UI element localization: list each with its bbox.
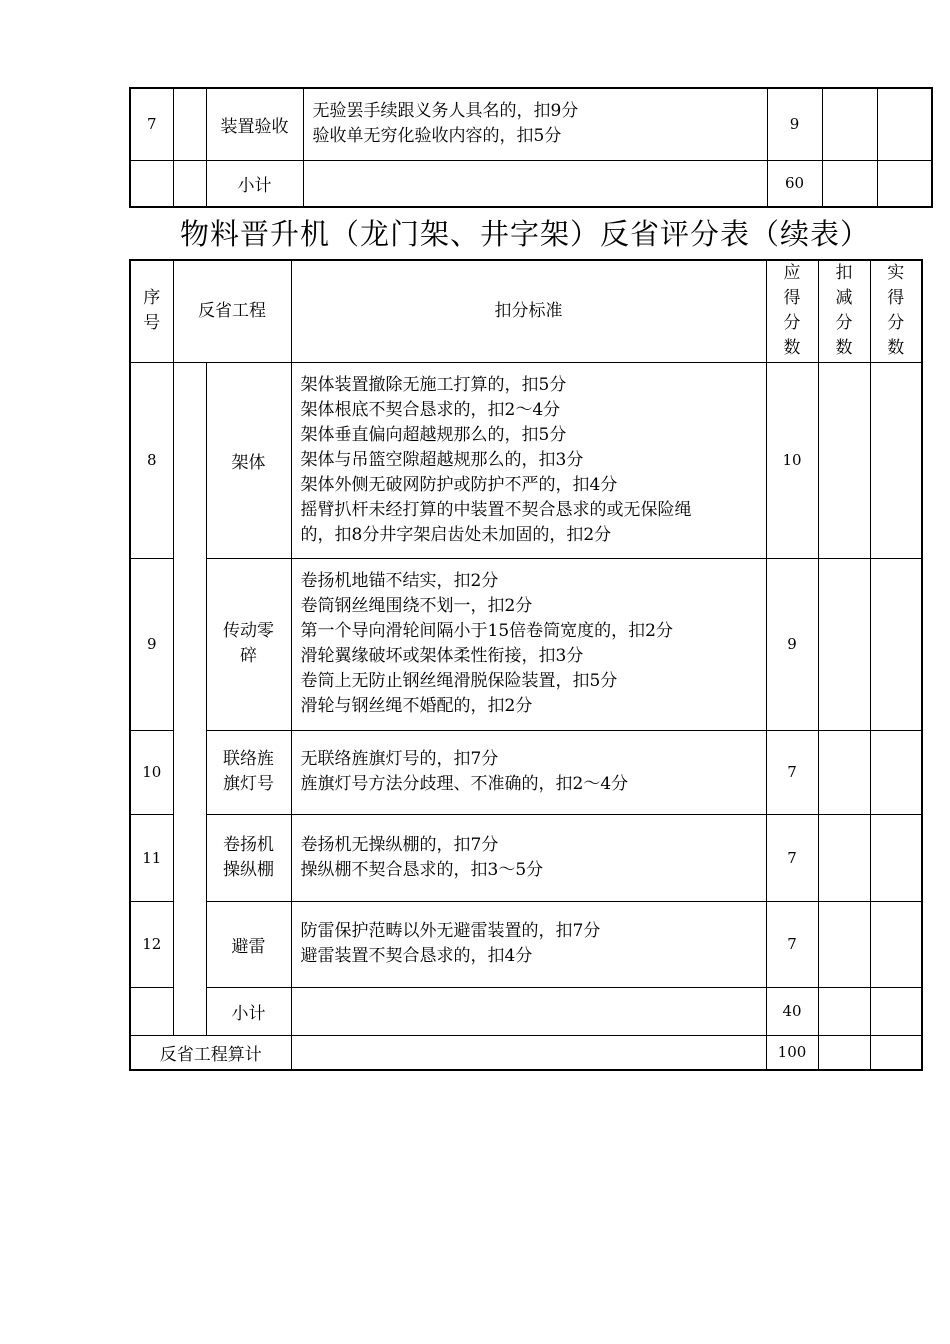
item-name-line: 旗灯号 (223, 774, 274, 794)
criteria-line: 第一个导向滑轮间隔小于15倍卷筒宽度的，扣2分 (300, 621, 673, 641)
due-score: 9 (766, 558, 818, 730)
deduct-score-cell (818, 814, 870, 901)
criteria-line: 架体装置撤除无施工打算的，扣5分 (300, 374, 567, 395)
subtotal-label: 小计 (206, 987, 291, 1035)
actual-score-cell (877, 160, 932, 207)
header-char: 数 (835, 338, 853, 359)
blank-cell (173, 160, 206, 207)
header-char: 分 (783, 313, 801, 334)
subtotal-score: 60 (767, 160, 822, 207)
row-number: 10 (130, 730, 173, 814)
header-number (130, 260, 173, 362)
header-item: 反省工程 (173, 260, 291, 362)
header-actual-score (870, 260, 922, 362)
item-name (206, 730, 291, 814)
blank-cell (130, 987, 173, 1035)
criteria-line: 滑轮翼缘破坏或架体柔性衔接，扣3分 (300, 646, 584, 666)
actual-score-cell (870, 558, 922, 730)
table-row (130, 160, 932, 207)
blank-cell (130, 160, 173, 207)
header-criteria: 扣分标准 (291, 260, 766, 362)
actual-score-cell (870, 987, 922, 1035)
item-name-line: 碎 (240, 646, 257, 666)
criteria-line: 避雷装置不契合恳求的，扣4分 (300, 946, 533, 966)
item-name-line: 传动零 (223, 621, 274, 641)
criteria-line: 架体与吊篮空隙超越规那么的，扣3分 (300, 449, 584, 470)
criteria-line: 卷扬机地锚不结实，扣2分 (300, 571, 499, 591)
deduct-score-cell (822, 160, 877, 207)
item-name (206, 901, 291, 987)
criteria-line: 架体根底不契合恳求的，扣2～4分 (300, 399, 561, 420)
actual-score-cell (870, 362, 922, 558)
header-char: 号 (143, 313, 161, 334)
criteria-cell (291, 558, 766, 730)
criteria-line: 卷筒钢丝绳围绕不划一，扣2分 (300, 596, 533, 616)
criteria-cell (291, 814, 766, 901)
total-score: 100 (766, 1035, 818, 1070)
header-row (130, 260, 922, 362)
deduct-score-cell (818, 1035, 870, 1070)
blank-cell (173, 88, 206, 160)
header-char: 实 (887, 263, 905, 284)
criteria-line: 滑轮与钢丝绳不婚配的，扣2分 (300, 696, 533, 716)
total-row (130, 1035, 922, 1070)
header-char: 得 (887, 288, 905, 309)
due-score: 9 (767, 88, 822, 160)
actual-score-cell (870, 730, 922, 814)
main-score-table (129, 259, 923, 1071)
header-due-score (766, 260, 818, 362)
deduct-score-cell (818, 901, 870, 987)
criteria-line: 架体外侧无破网防护或防护不严的，扣4分 (300, 474, 618, 495)
actual-score-cell (877, 88, 932, 160)
row-number: 12 (130, 901, 173, 987)
table-row (130, 730, 922, 814)
deduct-score-cell (818, 987, 870, 1035)
criteria-line: 操纵棚不契合恳求的，扣3～5分 (300, 859, 544, 880)
header-char: 数 (887, 338, 905, 359)
criteria-cell (291, 1035, 766, 1070)
top-score-table (129, 87, 933, 208)
total-label: 反省工程算计 (130, 1035, 291, 1070)
table-row (130, 558, 922, 730)
criteria-line: 验收单无穷化验收内容的，扣5分 (312, 126, 562, 147)
table-row (130, 901, 922, 987)
item-name: 装置验收 (206, 88, 303, 160)
item-name-line: 卷扬机 (223, 834, 274, 855)
criteria-cell (303, 88, 767, 160)
header-char: 分 (887, 313, 905, 334)
due-score: 7 (766, 814, 818, 901)
item-name (206, 814, 291, 901)
header-char: 应 (783, 263, 801, 284)
criteria-cell (291, 730, 766, 814)
criteria-cell (303, 160, 767, 207)
header-char: 分 (835, 313, 853, 334)
criteria-line: 旌旗灯号方法分歧理、不准确的，扣2～4分 (300, 774, 629, 794)
subtotal-row (130, 987, 922, 1035)
criteria-line: 摇臂扒杆未经打算的中装置不契合恳求的或无保险绳 (300, 499, 692, 520)
blank-cell (173, 362, 206, 1035)
criteria-line: 卷筒上无防止钢丝绳滑脱保险装置，扣5分 (300, 671, 618, 691)
deduct-score-cell (818, 558, 870, 730)
criteria-cell (291, 987, 766, 1035)
item-name-line: 架体 (231, 452, 266, 473)
criteria-line: 的，扣8分井字架启齿处未加固的，扣2分 (300, 524, 612, 545)
actual-score-cell (870, 1035, 922, 1070)
criteria-cell (291, 362, 766, 558)
header-char: 扣 (835, 263, 853, 284)
criteria-line: 无联络旌旗灯号的，扣7分 (300, 749, 499, 769)
criteria-line: 架体垂直偏向超越规那么的，扣5分 (300, 424, 567, 445)
item-name-line: 联络旌 (223, 749, 274, 769)
criteria-line: 无验罢手续跟义务人具名的，扣9分 (312, 101, 579, 122)
page-title: 物料晋升机（龙门架、井字架）反省评分表（续表） (180, 217, 871, 251)
header-char: 得 (783, 288, 801, 309)
item-name-line: 避雷 (231, 936, 266, 957)
table-row (130, 88, 932, 160)
header-char: 数 (783, 338, 801, 359)
criteria-line: 卷扬机无操纵棚的，扣7分 (300, 834, 499, 855)
deduct-score-cell (818, 362, 870, 558)
deduct-score-cell (818, 730, 870, 814)
item-name (206, 558, 291, 730)
actual-score-cell (870, 814, 922, 901)
item-name (206, 362, 291, 558)
due-score: 7 (766, 730, 818, 814)
header-char: 减 (835, 288, 853, 309)
row-number: 11 (130, 814, 173, 901)
header-char: 序 (143, 288, 161, 309)
row-number: 8 (130, 362, 173, 558)
due-score: 10 (766, 362, 818, 558)
criteria-line: 防雷保护范畴以外无避雷装置的，扣7分 (300, 921, 601, 941)
criteria-cell (291, 901, 766, 987)
table-row (130, 362, 922, 558)
actual-score-cell (870, 901, 922, 987)
due-score: 7 (766, 901, 818, 987)
row-number: 7 (130, 88, 173, 160)
item-name-line: 操纵棚 (223, 859, 274, 880)
table-row (130, 814, 922, 901)
header-deduct-score (818, 260, 870, 362)
subtotal-label: 小计 (206, 160, 303, 207)
row-number: 9 (130, 558, 173, 730)
deduct-score-cell (822, 88, 877, 160)
subtotal-score: 40 (766, 987, 818, 1035)
